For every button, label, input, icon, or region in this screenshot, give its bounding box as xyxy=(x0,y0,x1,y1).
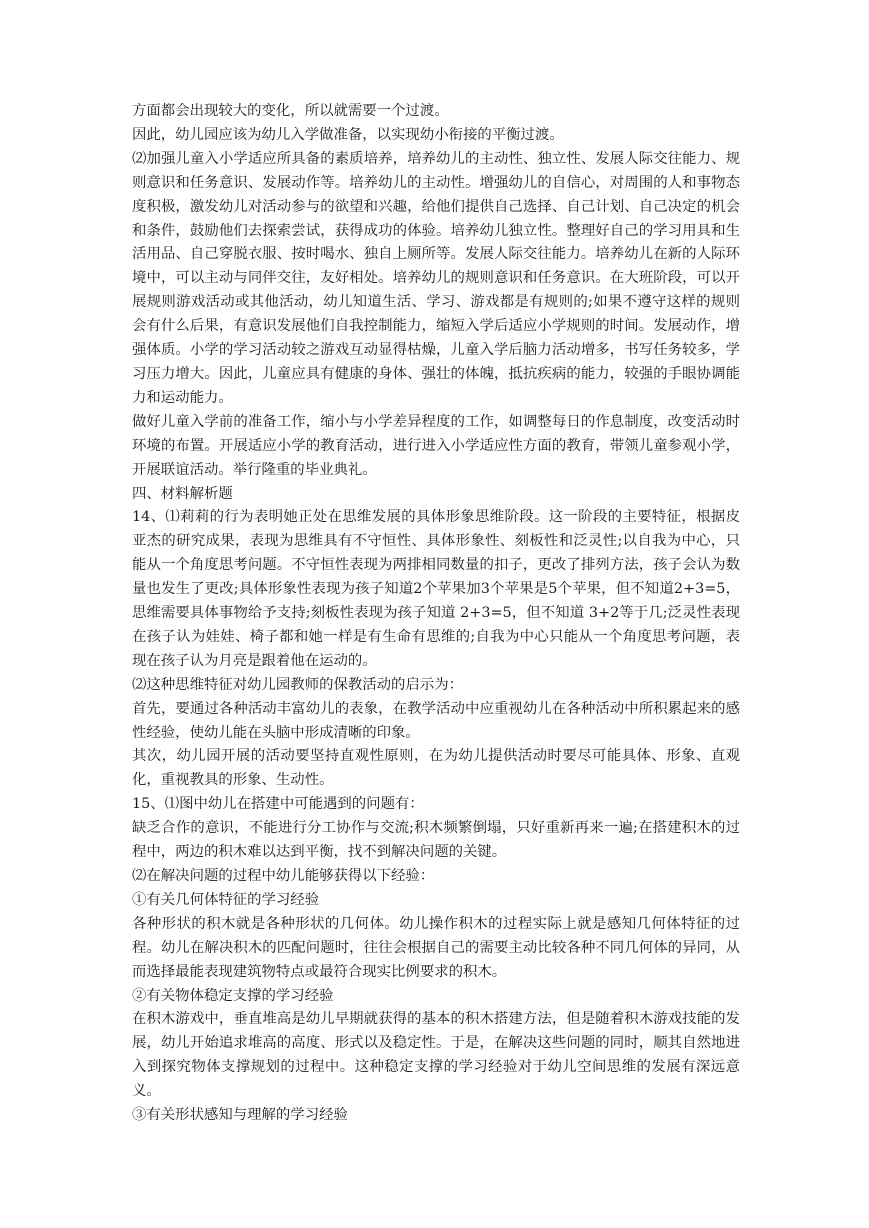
paragraph-quality-training: ⑵加强儿童入小学适应所具备的素质培养，培养幼儿的主动性、独立性、发展人际交往能力、规则意识和任务意识、发展动作等。培养幼儿的主动性。增强幼儿的自信心，对周围的人和事物态度积极，激发幼儿对活动参与的欲望和兴趣，给他们提供自己选择、自己计划、自己决定的机会和条件，鼓励他们去探索尝试，获得成功的体验。培养幼儿独立性。整理好自己的学习用具和生活用品、自己穿脱衣服、按时喝水、独自上厕所等。发展人际交往能力。培养幼儿在新的人际环境中，可以主动与同伴交往，友好相处。培养幼儿的规则意识和任务意识。在大班阶段，可以开展规则游戏活动或其他活动，幼儿知道生活、学习、游戏都是有规则的;如果不遵守这样的规则会有什么后果，有意识发展他们自我控制能力，缩短入学后适应小学规则的时间。发展动作，增强体质。小学的学习活动较之游戏互动显得枯燥，儿童入学后脑力活动增多，书写任务较多，学习压力增大。因此，儿童应具有健康的身体、强壮的体魄，抵抗疾病的能力，较强的手眼协调能力和运动能力。 xyxy=(132,150,740,406)
section-heading-material-analysis: 四、材料解析题 xyxy=(132,485,233,502)
paragraph-q14-second: 其次，幼儿园开展的活动要坚持直观性原则，在为幼儿提供活动时要尽可能具体、形象、直观化，重视教具的形象、生动性。 xyxy=(132,748,740,789)
subheading-stability-experience: ②有关物体稳定支撑的学习经验 xyxy=(132,987,334,1004)
subheading-geometry-experience: ①有关几何体特征的学习经验 xyxy=(132,891,320,908)
document-body xyxy=(132,100,740,1128)
paragraph-q14-part2-intro: ⑵这种思维特征对幼儿园教师的保教活动的启示为： xyxy=(132,676,463,693)
paragraph-geometry-experience: 各种形状的积木就是各种形状的几何体。幼儿操作积木的过程实际上就是感知几何体特征的过程。幼儿在解决积木的匹配问题时，往往会根据自己的需要主动比较各种不同几何体的异同，从而选择最能表现建筑物特点或最符合现实比例要求的积木。 xyxy=(132,915,740,980)
paragraph-transition-intro: 方面都会出现较大的变化，所以就需要一个过渡。 xyxy=(132,103,449,119)
paragraph-pre-school-work: 做好儿童入学前的准备工作，缩小与小学差异程度的工作，如调整每日的作息制度，改变活动时环境的布置。开展适应小学的教育活动，进行进入小学适应性方面的教育，带领儿童参观小学，开展联谊活动。举行隆重的毕业典礼。 xyxy=(132,413,740,478)
paragraph-q15-problems: 缺乏合作的意识，不能进行分工协作与交流;积木频繁倒塌，只好重新再来一遍;在搭建积木的过程中，两边的积木难以达到平衡，找不到解决问题的关键。 xyxy=(132,820,740,861)
subheading-shape-perception: ③有关形状感知与理解的学习经验 xyxy=(132,1107,348,1124)
paragraph-q15-part1-intro: 15、⑴图中幼儿在搭建中可能遇到的问题有： xyxy=(132,796,424,813)
paragraph-q14-first: 首先，要通过各种活动丰富幼儿的表象，在教学活动中应重视幼儿在各种活动中所积累起来的感性经验，使幼儿能在头脑中形成清晰的印象。 xyxy=(132,700,740,741)
paragraph-q14-part1: 14、⑴莉莉的行为表明她正处在思维发展的具体形象思维阶段。这一阶段的主要特征，根据皮亚杰的研究成果，表现为思维具有不守恒性、具体形象性、刻板性和泛灵性;以自我为中心，只能从一个角度思考问题。不守恒性表现为两排相同数量的扣子，更改了排列方法，孩子会认为数量也发生了更改;具体形象性表现为孩子知道2个苹果加3个苹果是5个苹果，但不知道2+3=5，思维需要具体事物给予支持;刻板性表现为孩子知道 2+3=5，但不知道 3+2等于几;泛灵性表现在孩子认为娃娃、椅子都和她一样是有生命有思维的;自我为中心只能从一个角度思考问题，表现在孩子认为月亮是跟着他在运动的。 xyxy=(132,509,740,669)
paragraph-stability-experience: 在积木游戏中，垂直堆高是幼儿早期就获得的基本的积木搭建方法，但是随着积木游戏技能的发展，幼儿开始追求堆高的高度、形式以及稳定性。于是，在解决这些问题的同时，顺其自然地进入到探究物体支撑规划的过程中。这种稳定支撑的学习经验对于幼儿空间思维的发展有深远意义。 xyxy=(132,1011,740,1100)
paragraph-q15-part2-intro: ⑵在解决问题的过程中幼儿能够获得以下经验： xyxy=(132,868,435,884)
paragraph-kindergarten-preparation: 因此，幼儿园应该为幼儿入学做准备，以实现幼小衔接的平衡过渡。 xyxy=(132,126,564,143)
